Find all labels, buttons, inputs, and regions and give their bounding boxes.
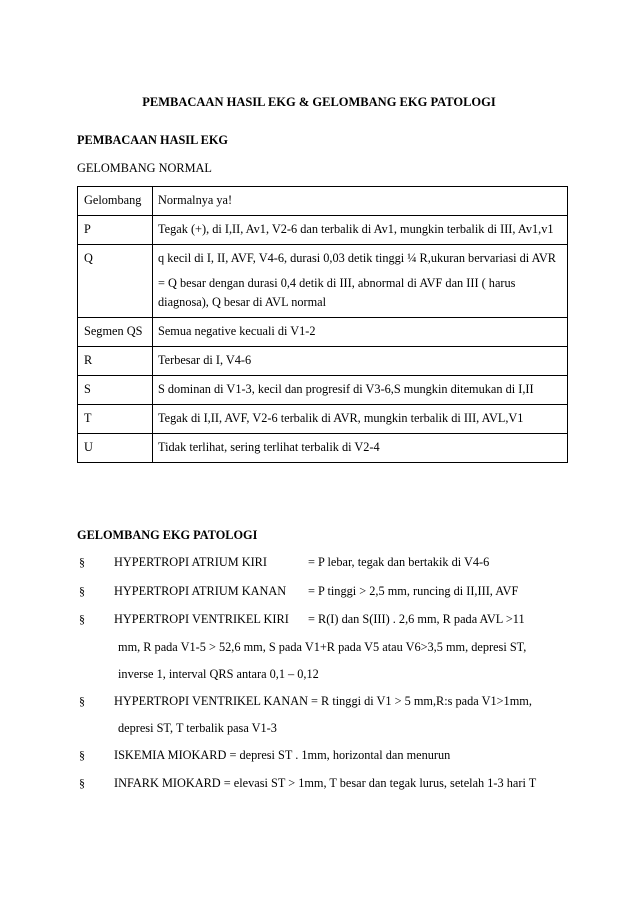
patologi-item-desc: = P lebar, tegak dan bertakik di V4-6 <box>308 555 490 569</box>
wave-description-cell <box>153 245 568 318</box>
bullet-icon: § <box>79 694 85 708</box>
wave-description-cell <box>153 187 568 216</box>
wave-name-cell: R <box>78 347 153 376</box>
wave-description-text: Tegak di I,II, AVF, V2-6 terbalik di AVR, mungkin terbalik di III, AVL,V1 <box>158 411 524 425</box>
bullet-icon: § <box>79 584 85 598</box>
table-row <box>78 245 568 318</box>
section-title-pembacaan: PEMBACAAN HASIL EKG <box>77 133 228 147</box>
patologi-item-text: INFARK MIOKARD = elevasi ST > 1mm, T besar dan tegak lurus, setelah 1-3 hari T <box>114 776 537 790</box>
wave-name-cell: S <box>78 376 153 405</box>
wave-description-text: Tidak terlihat, sering terlihat terbalik di V2-4 <box>158 440 380 454</box>
document-title: PEMBACAAN HASIL EKG & GELOMBANG EKG PATOLOGI <box>142 95 496 109</box>
patologi-item-name: HYPERTROPI VENTRIKEL KIRI <box>114 612 289 626</box>
bullet-icon: § <box>79 776 85 790</box>
patologi-item-continuation: depresi ST, T terbalik pasa V1-3 <box>118 721 277 735</box>
wave-description-text: Tegak (+), di I,II, Av1, V2-6 dan terbalik di Av1, mungkin terbalik di III, Av1,v1 <box>158 222 554 236</box>
patologi-item-desc: = R(I) dan S(III) . 2,6 mm, R pada AVL >11 <box>308 612 525 626</box>
table-row <box>78 318 568 347</box>
wave-description-text: q kecil di I, II, AVF, V4-6, durasi 0,03 detik tinggi ¼ R,ukuran bervariasi di AVR <box>158 251 556 265</box>
normal-wave-table <box>77 186 568 463</box>
table-row <box>78 347 568 376</box>
wave-description-cell <box>153 434 568 463</box>
wave-name-cell: Q <box>78 245 153 318</box>
wave-name-cell: T <box>78 405 153 434</box>
wave-description-cell <box>153 216 568 245</box>
wave-name-cell: P <box>78 216 153 245</box>
patologi-item-text: ISKEMIA MIOKARD = depresi ST . 1mm, horizontal dan menurun <box>114 748 451 762</box>
patologi-item-desc: = P tinggi > 2,5 mm, runcing di II,III, AVF <box>308 584 519 598</box>
wave-name-cell: Segmen QS <box>78 318 153 347</box>
bullet-icon: § <box>79 612 85 626</box>
wave-description-cell <box>153 347 568 376</box>
wave-description-text: = Q besar dengan durasi 0,4 detik di III, abnormal di AVF dan III ( harus diagnosa), Q besar di AVL normal <box>158 276 516 309</box>
wave-description-text: S dominan di V1-3, kecil dan progresif di V3-6,S mungkin ditemukan di I,II <box>158 382 534 396</box>
table-row <box>78 187 568 216</box>
wave-description-text: Semua negative kecuali di V1-2 <box>158 324 316 338</box>
patologi-item-continuation: mm, R pada V1-5 > 52,6 mm, S pada V1+R pada V5 atau V6>3,5 mm, depresi ST, <box>118 640 527 654</box>
bullet-icon: § <box>79 555 85 569</box>
bullet-icon: § <box>79 748 85 762</box>
section-title-patologi: GELOMBANG EKG PATOLOGI <box>77 528 258 542</box>
table-row <box>78 376 568 405</box>
subsection-title-normal: GELOMBANG NORMAL <box>77 161 212 175</box>
wave-description-cell <box>153 376 568 405</box>
wave-description-text: Terbesar di I, V4-6 <box>158 353 252 367</box>
wave-name-cell: U <box>78 434 153 463</box>
patologi-item-name: HYPERTROPI ATRIUM KANAN <box>114 584 287 598</box>
table-row <box>78 405 568 434</box>
wave-name-cell: Gelombang <box>78 187 153 216</box>
table-row <box>78 216 568 245</box>
wave-description-text: Normalnya ya! <box>158 193 233 207</box>
patologi-item-text: HYPERTROPI VENTRIKEL KANAN = R tinggi di V1 > 5 mm,R:s pada V1>1mm, <box>114 694 532 708</box>
patologi-item-name: HYPERTROPI ATRIUM KIRI <box>114 555 267 569</box>
wave-description-cell <box>153 318 568 347</box>
wave-description-cell <box>153 405 568 434</box>
patologi-item-continuation: inverse 1, interval QRS antara 0,1 – 0,12 <box>118 667 319 681</box>
table-row <box>78 434 568 463</box>
